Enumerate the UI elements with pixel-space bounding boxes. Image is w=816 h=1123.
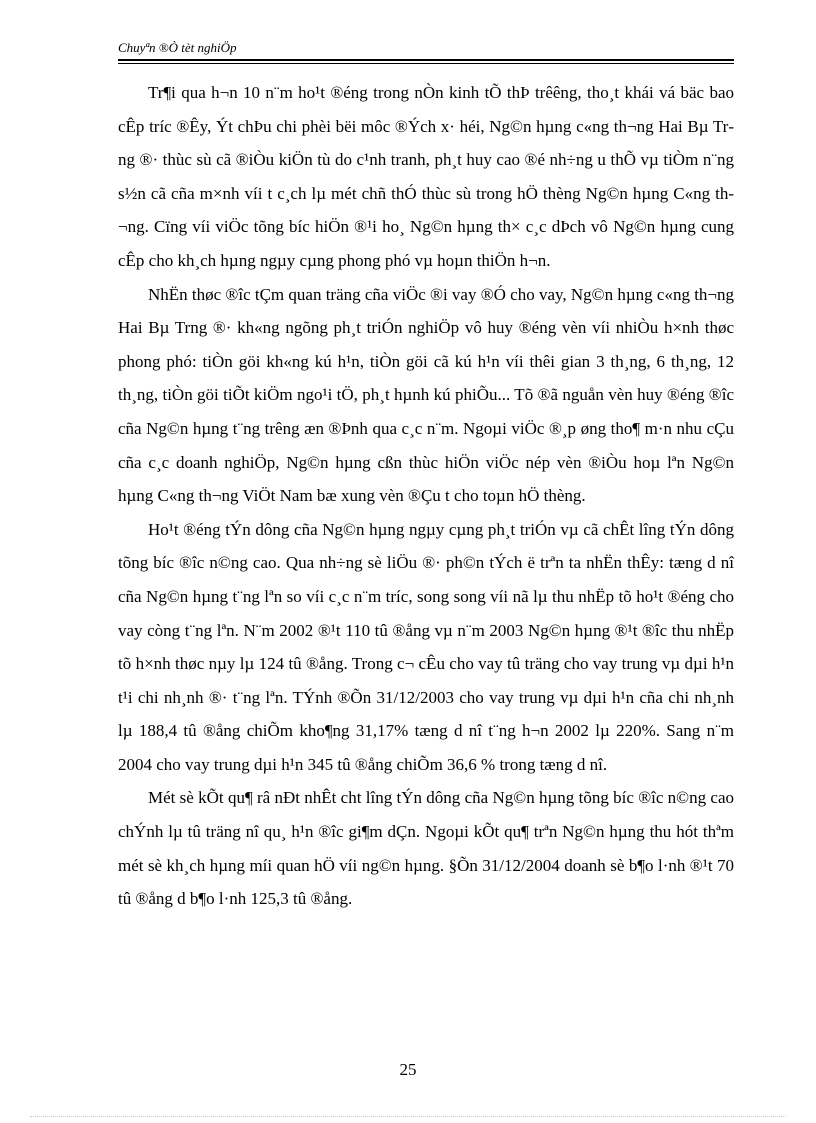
paragraph: NhËn thøc ®îc tÇm quan träng cña viÖc ®i vay ®Ó cho vay, Ng©n hµng c«ng th¬ng Hai Bµ Trng ®· kh«ng ngõng ph¸t triÓn nghiÖp vô huy ®éng vèn víi nhiÒu h×nh thøc phong phó: tiÒn göi kh«ng kú h¹n, tiÒn göi cã kú h¹n víi thêi gian 3 th¸ng, 6 th¸ng, 12 th¸ng, tiÒn göi tiÕt kiÖm ngo¹i tÖ, ph¸t hµnh kú phiÕu... Tõ ®ã nguån vèn huy ®éng ®îc cña Ng©n hµng t¨ng trêng æn ®Þnh qua c¸c n¨m. Ngoµi viÖc ®¸p øng tho¶ m·n nhu cÇu cña c¸c doanh nghiÖp, Ng©n hµng cßn thùc hiÖn viÖc nép vèn ®iÒu hoµ lªn Ng©n hµng C«ng th¬ng ViÖt Nam bæ xung vèn ®Çu t cho toµn hÖ thèng.: [118, 284, 734, 506]
header-rule-thin: [118, 63, 734, 64]
page-number: 25: [399, 1060, 417, 1079]
document-body: [118, 76, 734, 916]
paragraph: Mét sè kÕt qu¶ râ nÐt nhÊt cht lîng tÝn dông cña Ng©n hµng tõng bíc ®îc n©ng cao chÝnh lµ tû träng nî qu¸ h¹n ®îc gi¶m dÇn. Ngoµi kÕt qu¶ trªn Ng©n hµng thu hót thªm mét sè kh¸ch hµng míi quan hÖ víi ng©n hµng. §Õn 31/12/2004 doanh sè b¶o l·nh ®¹t 70 tû ®ång d b¶o l·nh 125,3 tû ®ång.: [118, 788, 734, 909]
page-bottom-divider: [30, 1116, 786, 1117]
header-rule-thick: [118, 59, 734, 61]
running-header: Chuyªn ®Ò tèt nghiÖp: [118, 40, 237, 55]
paragraph: Ho¹t ®éng tÝn dông cña Ng©n hµng ngµy cµng ph¸t triÓn vµ cã chÊt lîng tÝn dông tõng bíc ®îc n©ng cao. Qua nh÷ng sè liÖu ®· ph©n tÝch ë trªn ta nhËn thÊy: tæng d nî cña Ng©n hµng t¨ng lªn so víi c¸c n¨m tríc, song song víi nã lµ thu nhËp tõ ho¹t ®éng cho vay còng t¨ng lªn. N¨m 2002 ®¹t 110 tû ®ång vµ n¨m 2003 Ng©n hµng ®¹t ®îc thu nhËp tõ h×nh thøc nµy lµ 124 tû ®ång. Trong c¬ cÊu cho vay tû träng cho vay trung vµ dµi h¹n t¹i chi nh¸nh ®· t¨ng lªn. TÝnh ®Õn 31/12/2003 cho vay trung vµ dµi h¹n cña chi nh¸nh lµ 188,4 tû ®ång chiÕm kho¶ng 31,17% tæng d nî t¨ng h¬n 2002 lµ 220%. Sang n¨m 2004 cho vay trung dµi h¹n 345 tû ®ång chiÕm 36,6 % trong tæng d nî.: [118, 519, 734, 774]
paragraph: Tr¶i qua h¬n 10 n¨m ho¹t ®éng trong nÒn kinh tÕ thÞ trêêng, tho¸t khái vá bäc bao cÊp tríc ®Êy, Ýt chÞu chi phèi bëi môc ®Ých x· héi, Ng©n hµng c«ng th¬ng Hai Bµ Trng ®· thùc sù cã ®iÒu kiÖn tù do c¹nh tranh, ph¸t huy cao ®é nh÷ng u thÕ vµ tiÒm n¨ng s½n cã cña m×nh víi t c¸ch lµ mét chñ thÓ thùc sù trong hÖ thèng Ng©n hµng C«ng th¬ng. Cïng víi viÖc tõng bíc hiÖn ®¹i ho¸ Ng©n hµng th× c¸c dÞch vô Ng©n hµng cung cÊp cho kh¸ch hµng ngµy cµng phong phó vµ hoµn thiÖn h¬n.: [118, 83, 734, 270]
